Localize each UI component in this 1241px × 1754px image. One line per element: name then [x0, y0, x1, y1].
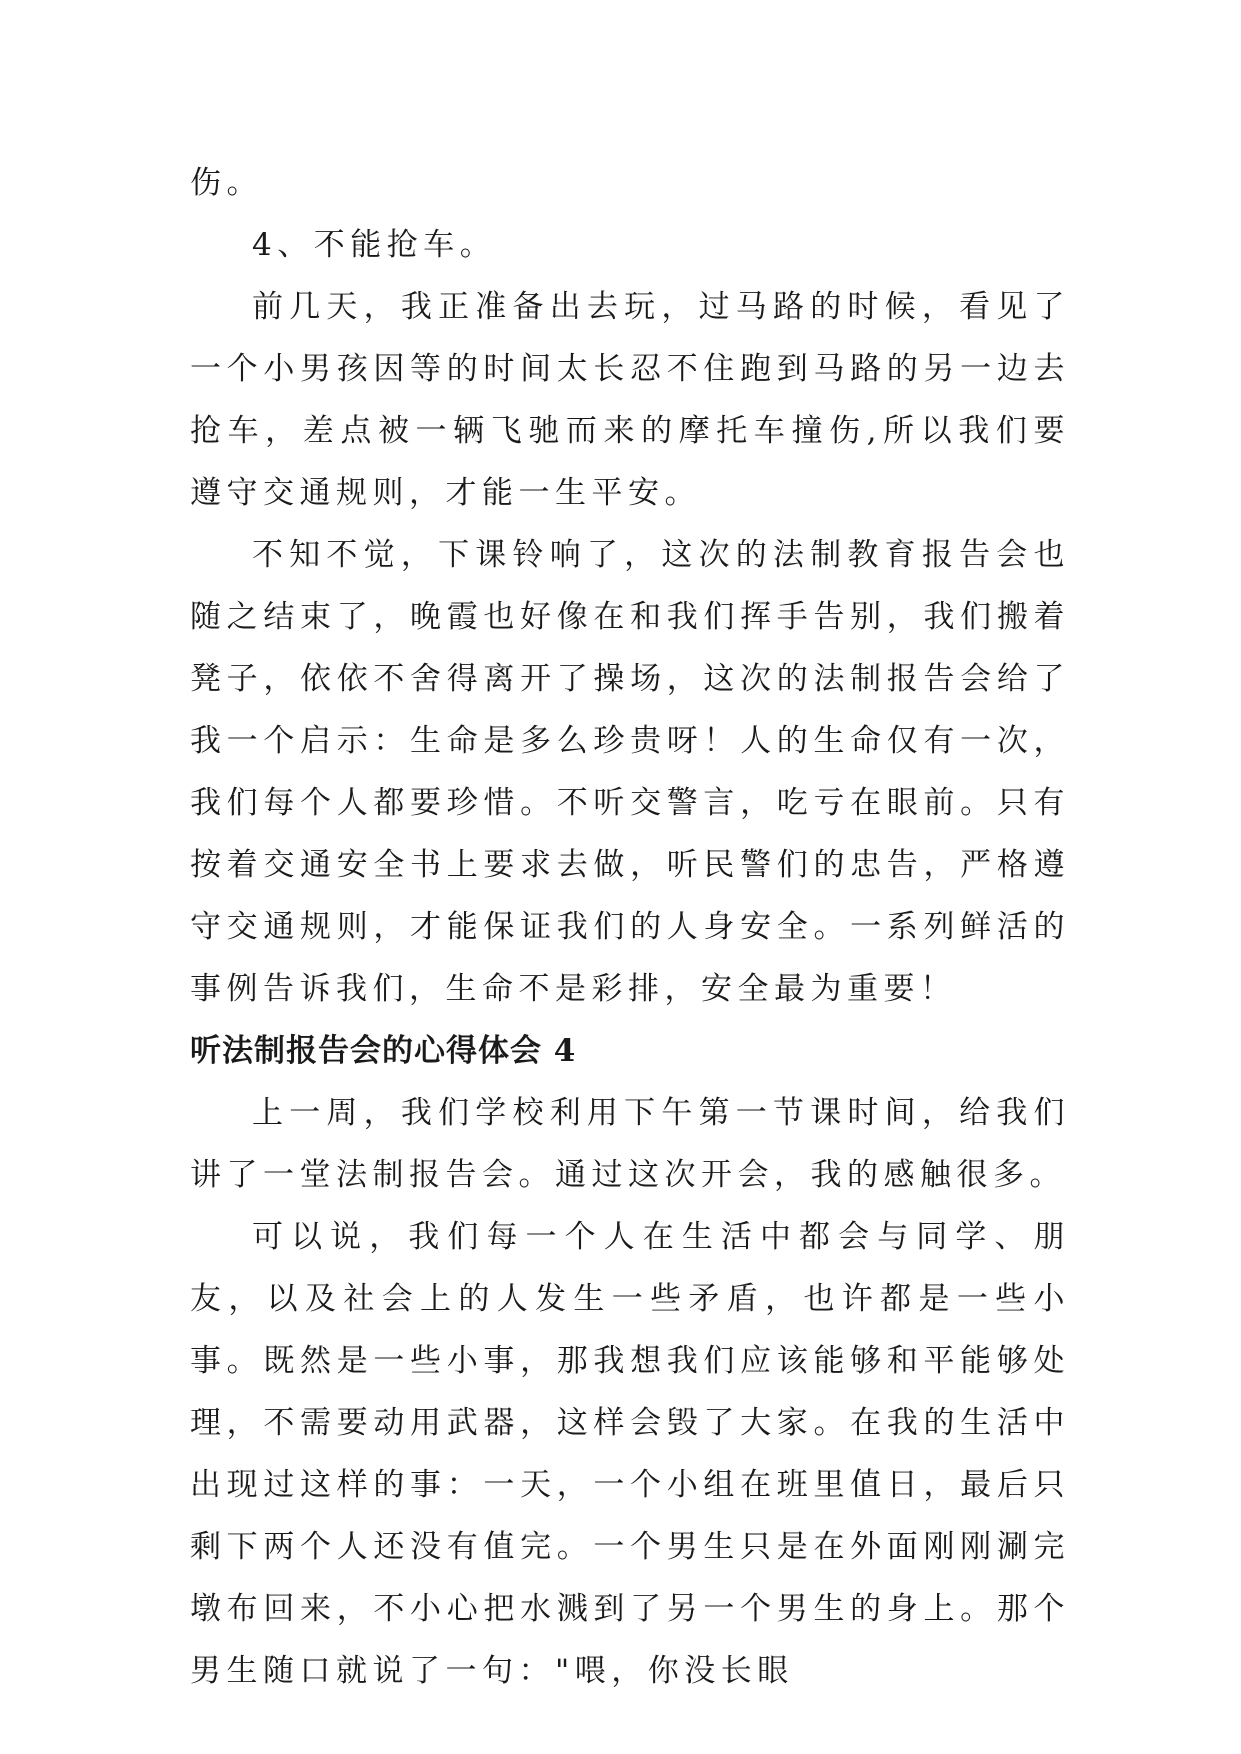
section-paragraph-body: 可以说，我们每一个人在生活中都会与同学、朋友，以及社会上的人发生一些矛盾，也许都是一些小事。既然是一些小事，那我想我们应该能够和平能够处理，不需要动用武器，这样会毁了大家。在我的生活中出现过这样的事：一天，一个小组在班里值日，最后只剩下两个人还没有值完。一个男生只是在外面刚刚涮完墩布回来，不小心把水溅到了另一个男生的身上。那个男生随口就说了一句："喂，你没长眼 [190, 1219, 1070, 1689]
document-body [190, 152, 1070, 1702]
section-paragraph-intro: 上一周，我们学校利用下午第一节课时间，给我们讲了一堂法制报告会。通过这次开会，我的感触很多。 [190, 1095, 1070, 1193]
paragraph-story: 前几天，我正准备出去玩，过马路的时候，看见了一个小男孩因等的时间太长忍不住跑到马路的另一边去抢车，差点被一辆飞驰而来的摩托车撞伤,所以我们要遵守交通规则，才能一生平安。 [190, 289, 1070, 511]
section-title: 听法制报告会的心得体会 4 [190, 1033, 577, 1069]
paragraph-rule-4: 4、不能抢车。 [252, 227, 497, 263]
paragraph-conclusion: 不知不觉，下课铃响了，这次的法制教育报告会也随之结束了，晚霞也好像在和我们挥手告别，我们搬着凳子，依依不舍得离开了操场，这次的法制报告会给了我一个启示：生命是多么珍贵呀！人的生命仅有一次，我们每个人都要珍惜。不听交警言，吃亏在眼前。只有按着交通安全书上要求去做，听民警们的忠告，严格遵守交通规则，才能保证我们的人身安全。一系列鲜活的事例告诉我们，生命不是彩排，安全最为重要！ [190, 537, 1070, 1007]
paragraph-continuation: 伤。 [190, 165, 263, 201]
